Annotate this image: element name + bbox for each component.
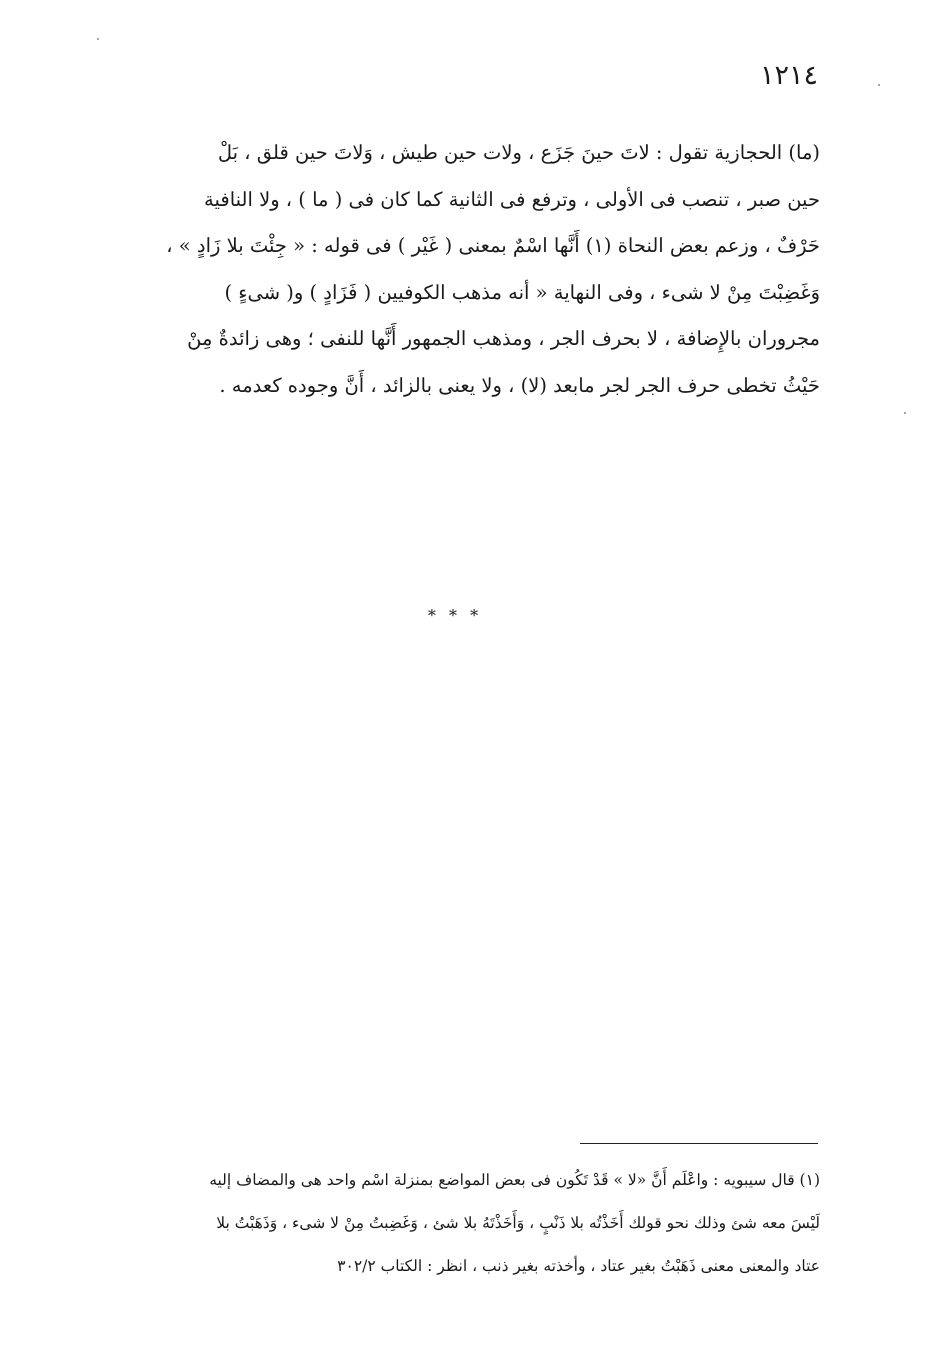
main-text-line: مجروران بالإِضافة ، لا بحرف الجر ، ومذهب الجمهور أَنَّها للنفى ؛ وهى زائدةٌ مِنْ xyxy=(187,327,820,350)
main-text-line: وَغَضِبْتَ مِنْ لا شىء ، وفى النهاية « أنه مذهب الكوفيين ( فَزَادٍ ) و( شىءٍ ) xyxy=(224,280,820,304)
footnote-line: (١) قال سيبويه : واعْلَم أَنَّ «لا » قَدْ تَكُون فى بعض المواضع بمنزلة اسْم واحد هى والمضاف إليه xyxy=(209,1171,820,1189)
section-separator: * * * xyxy=(427,606,483,625)
main-text-line: (ما) الحجازية تقول : لاتَ حينَ جَزَع ، ولات حين طيش ، وَلاتَ حين قلق ، بَلْ xyxy=(217,141,820,164)
scan-speck xyxy=(878,84,880,86)
scan-speck xyxy=(97,38,99,40)
page-number: ١٢١٤ xyxy=(759,60,818,91)
main-text-line: حَيْثُ تخطى حرف الجر لجر مابعد (لا) ، ولا يعنى بالزائد ، أَنَّ وجوده كعدمه . xyxy=(219,373,820,397)
footnote xyxy=(116,1159,820,1288)
main-text-line: حَرْفٌ ، وزعم بعض النحاة (١) أَنَّها اسْمٌ بمعنى ( غَيْر ) فى قوله : « جِئْتَ بلا زَادٍ » ، xyxy=(166,234,820,257)
main-text-line: حين صبر ، تنصب فى الأولى ، وترفع فى الثانية كما كان فى ( ما ) ، ولا النافية xyxy=(204,187,820,211)
footnote-divider xyxy=(580,1143,818,1144)
footnote-line: لَيْسَ معه شئ وذلك نحو قولك أَخَذْتُه بلا ذَنْبٍ ، وَأَخَذْتَهُ بلا شئ ، وَغَضِبتُ مِنْ لا شىء ، وَذَهَبْتُ بلا xyxy=(216,1214,820,1232)
scan-speck xyxy=(904,412,906,414)
footnote-line: عتاد والمعنى معنى ذَهَبْتُ بغير عتاد ، وأخذته بغير ذنب ، انظر : الكتاب ٣٠٢/٢ xyxy=(337,1257,820,1275)
main-paragraph xyxy=(120,130,820,409)
